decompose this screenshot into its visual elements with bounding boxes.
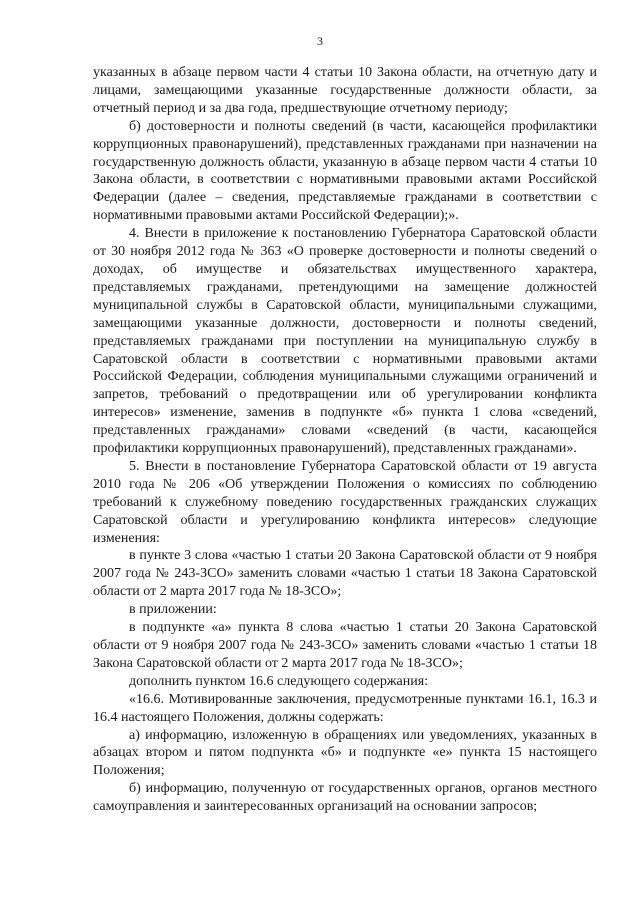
page-number: 3 bbox=[317, 34, 323, 48]
paragraph-add-16-6: дополнить пунктом 16.6 следующего содержания: bbox=[129, 673, 429, 689]
paragraph-in-appendix: в приложении: bbox=[129, 602, 217, 618]
paragraph-16-6: «16.6. Мотивированные заключения, предусмотренные пунктами 16.1, 16.3 и 16.4 настоящего Положения, должны содержать: bbox=[93, 691, 597, 725]
paragraph-point-8-change: в подпункте «а» пункта 8 слова «частью 1 статьи 20 Закона Саратовской области от 9 ноября 2007 года № 243-ЗСО» заменить словами «частью 1 статьи 18 Закона Саратовской области от 2 марта 2017 года № 18-ЗСО»; bbox=[93, 620, 597, 671]
paragraph-item-a: а) информацию, изложенную в обращениях или уведомлениях, указанных в абзацах втором и пятом подпункта «б» и подпункте «е» пункта 15 настоящего Положения; bbox=[93, 727, 597, 779]
paragraph-point-5: 5. Внести в постановление Губернатора Саратовской области от 19 августа 2010 года № 206 «Об утверждении Положения о комиссиях по соблюдению требований к служебному поведению государственных гражданских служащих Саратовской области и урегулированию конфликта интересов» следующие изменения: bbox=[93, 458, 597, 546]
paragraph-item-b: б) достоверности и полноты сведений (в части, касающейся профилактики коррупционных правонарушений), представленных гражданами при назначении на государственную должность области, указанную в абзаце первом части 4 статьи 10 Закона области, в соответствии с нормативными правовыми актами Российской Федерации (далее – сведения, представляемые гражданами в соответствии с нормативными правовыми актами Российской Федерации);». bbox=[93, 118, 597, 224]
paragraph-point-4: 4. Внести в приложение к постановлению Губернатора Саратовской области от 30 ноября 2012 года № 363 «О проверке достоверности и полноты сведений о доходах, об имуществе и обязательствах имущественного характера, представляемых гражданами, претендующими на замещение должностей муниципальной службы в Саратовской области, муниципальными служащими, замещающими указанные должности, достоверности и полноты сведений, представляемых гражданами при поступлении на муниципальную службу в Саратовской области в соответствии с нормативными правовыми актами Российской Федерации, соблюдения муниципальными служащими ограничений и запретов, требований о предотвращении или об урегулировании конфликта интересов» изменение, заменив в подпункте «б» пункта 1 слова «сведений, представленных гражданами» словами «сведений (в части, касающейся профилактики коррупционных правонарушений), представленных гражданами». bbox=[93, 226, 597, 457]
paragraph-point-3-change: в пункте 3 слова «частью 1 статьи 20 Закона Саратовской области от 9 ноября 2007 года № 243-ЗСО» заменить словами «частью 1 статьи 18 Закона Саратовской области от 2 марта 2017 года № 18-ЗСО»; bbox=[93, 548, 597, 600]
paragraph-item-b-info: б) информацию, полученную от государственных органов, органов местного самоуправления и заинтересованных организаций на основании запросов; bbox=[93, 781, 597, 815]
paragraph-continuation: указанных в абзаце первом части 4 статьи 10 Закона области, на отчетную дату и лицами, замещающими указанные государственные должности области, за отчетный период и за два года, предшествующие отчетному периоду; bbox=[93, 65, 597, 116]
document-body bbox=[93, 64, 597, 816]
